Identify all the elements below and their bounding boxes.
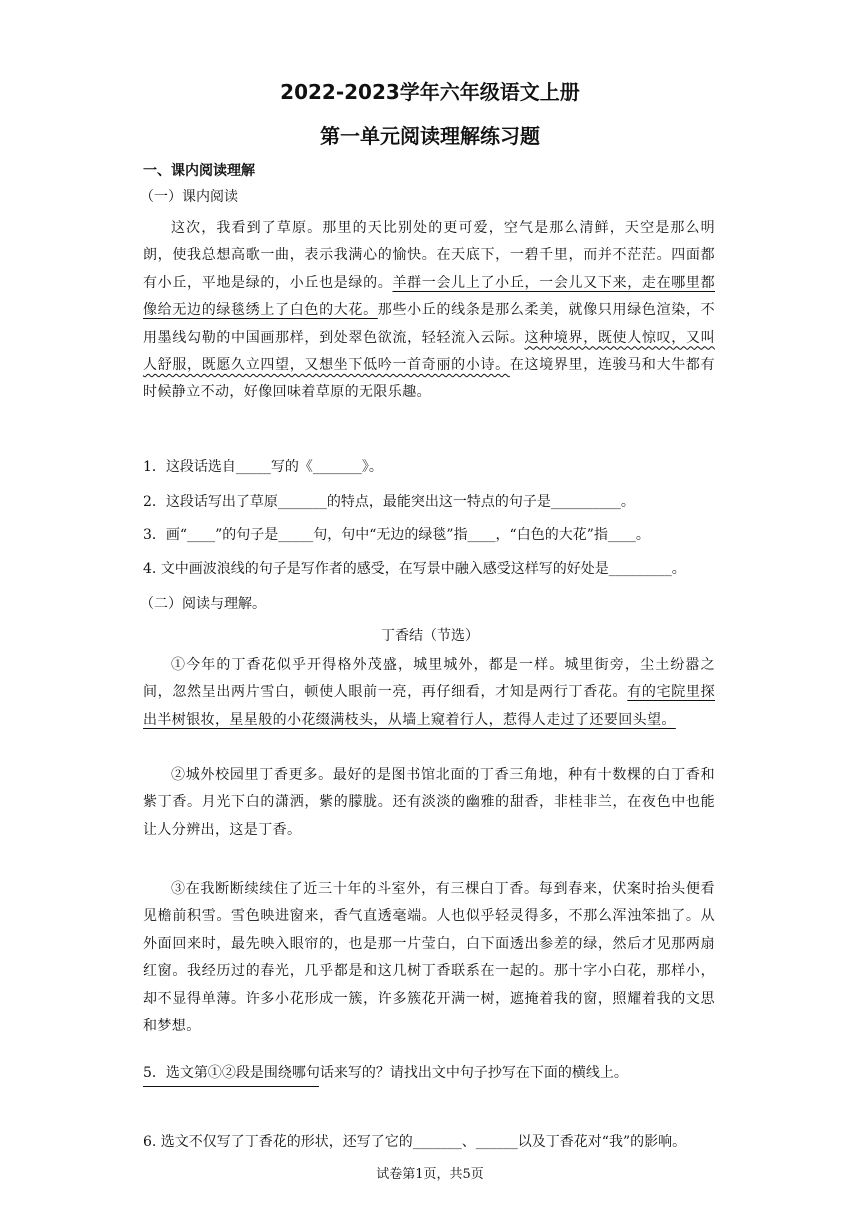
question-6: 6. 选文不仅写了丁香花的形状，还写了它的_______、______以及丁香花对“我”的影响。 — [143, 1134, 687, 1150]
question-2: 2．这段话写出了草原_______的特点，最能突出这一特点的句子是__________。 — [143, 494, 635, 510]
question-4: 4. 文中画波浪线的句子是写作者的感受，在写景中融入感受这样写的好处是_________。 — [143, 561, 686, 577]
passage-paragraph-1 — [143, 652, 715, 734]
passage-text: ①今年的丁香花似乎开得格外茂盛，城里城外，都是一样。城里街旁，尘土纷嚣之间，忽然呈出两片雪白，顿使人眼前一亮，再仔细看，才知是两行丁香花。 — [143, 657, 715, 701]
passage-text: 这次，我看到了草原。那里的天比别处的更可爱，空气是那么清鲜，天空是那么明朗，使我总想高歌一曲，表示我满心的愉快。在天底下，一碧千里，而并不茫茫。四面都有小丘，平地是绿的，小丘也是绿的。 — [143, 220, 715, 291]
underlined-sentence: 有的宅院里探出半树银妆，星星般的小花缀满枝头，从墙上窥着行人，惹得人走过了还要回头望。 — [143, 684, 716, 728]
passage-title: 丁香结（节选） — [381, 628, 479, 644]
passage-paragraph-3: ③在我断断续续住了近三十年的斗室外，有三棵白丁香。每到春来，伏案时抬头便看见檐前积雪。雪色映进窗来，香气直透毫端。人也似乎轻灵得多，不那么浑浊笨拙了。从外面回来时，最先映入眼帘的，也是那一片莹白，白下面透出参差的绿，然后才见那两扇红窗。我经历过的春光，几乎都是和这几树丁香联系在一起的。那十字小白花，那样小，却不显得单薄。许多小花形成一簇，许多簇花开满一树，遮掩着我的窗，照耀着我的文思和梦想。 — [143, 881, 715, 1035]
part-two-label: （二）阅读与理解。 — [140, 596, 266, 612]
part-one-label: （一）课内阅读 — [140, 189, 238, 205]
passage-text: 那些小丘的线条是那么柔美，就像只用绿色渲染，不用墨线勾勒的中国画那样，到处翠色欲流，轻轻流入云际。 — [143, 302, 715, 346]
page-title: 2022-2023学年六年级语文上册 — [280, 80, 580, 104]
passage-paragraph-2: ②城外校园里丁香更多。最好的是图书馆北面的丁香三角地，种有十数棵的白丁香和紫丁香。月光下白的潇洒，紫的朦胧。还有淡淡的幽雅的甜香，非桂非兰，在夜色中也能让人分辨出，这是丁香。 — [143, 767, 715, 838]
underlined-sentence: 羊群一会儿上了小丘，一会儿又下来，走在哪里都像给无边的绿毯绣上了白色的大花。 — [143, 274, 715, 319]
question-5: 5．选文第①②段是围绕哪句话来写的？请找出文中句子抄写在下面的横线上。 — [143, 1065, 628, 1081]
passage-grassland — [143, 215, 715, 407]
passage-text: 在这境界里，连骏马和大牛都有时候静立不动，好像回味着草原的无限乐趣。 — [143, 357, 715, 401]
question-3: 3．画“____”的句子是_____句，句中“无边的绿毯”指____，“白色的大花”指____。 — [143, 527, 650, 543]
question-1: 1．这段话选自_____写的《_______》。 — [143, 459, 383, 475]
page-subtitle: 第一单元阅读理解练习题 — [320, 124, 540, 148]
answer-line — [143, 1086, 319, 1087]
page-footer: 试卷第1页，共5页 — [376, 1167, 484, 1182]
section-heading: 一、课内阅读理解 — [143, 163, 255, 179]
wavy-underlined-sentence: 这种境界，既使人惊叹，又叫人舒服，既愿久立四望，又想坐下低吟一首奇丽的小诗。 — [143, 329, 715, 374]
